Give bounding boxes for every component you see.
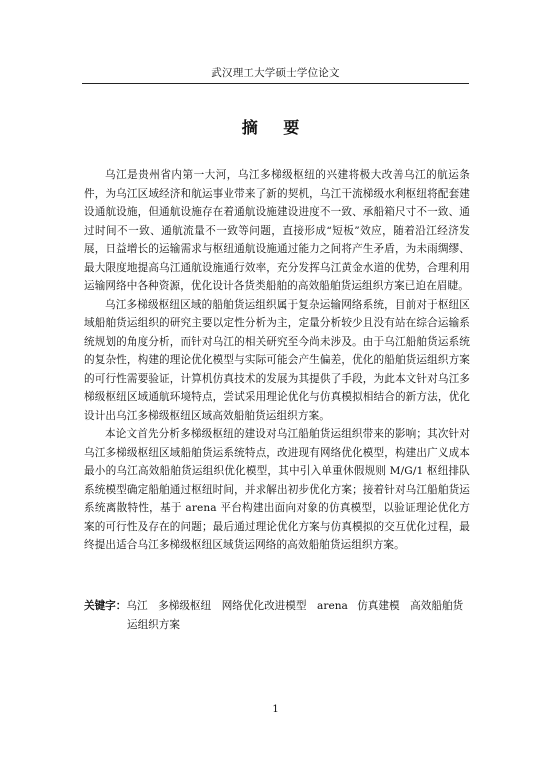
page-number: 1 bbox=[272, 704, 279, 715]
abstract-body bbox=[84, 166, 470, 555]
keywords-text: 乌江 多梯级枢纽 网络优化改进模型 arena 仿真建模 高效船舶货运组织方案 bbox=[126, 600, 464, 631]
abstract-paragraph-1: 乌江是贵州省内第一大河，乌江多梯级枢纽的兴建将极大改善乌江的航运条件，为乌江区域经济和航运事业带来了新的契机，乌江干流梯级水利枢纽将配套建设通航设施，但通航设施存在着通航设施建设进度不一致、承船箱尺寸不一致、通过时间不一致、通航流量不一致等问题，直接形成“短板”效应，随着沿江经济发展，日益增长的运输需求与枢纽通航设施通过能力之间将产生矛盾，为未雨绸缪、最大限度地提高乌江通航设施通行效率，充分发挥乌江黄金水道的优势，合理利用运输网络中各种资源，优化设计各货类船舶的高效船舶货运组织方案已迫在眉睫。 bbox=[84, 169, 470, 292]
header-divider bbox=[82, 83, 469, 84]
running-header: 武汉理工大学硕士学位论文 bbox=[211, 67, 340, 79]
abstract-paragraph-2: 乌江多梯级枢纽区域的船舶货运组织属于复杂运输网络系统，目前对于枢纽区域船舶货运组织的研究主要以定性分析为主，定量分析较少且没有站在综合运输系统规划的角度分析，而针对乌江的相关研究至今尚未涉及。由于乌江船舶货运系统的复杂性，构建的理论优化模型与实际可能会产生偏差，优化的船舶货运组织方案的可行性需要验证，计算机仿真技术的发展为其提供了手段，为此本文针对乌江多梯级枢纽区域通航环境特点，尝试采用理论优化与仿真模拟相结合的新方法，优化设计出乌江多梯级枢纽区域高效船舶货运组织方案。 bbox=[84, 298, 470, 422]
keywords-block bbox=[84, 597, 470, 634]
page-title: 摘 要 bbox=[241, 118, 310, 137]
keywords-label: 关键字： bbox=[84, 600, 127, 612]
abstract-paragraph-3: 本论文首先分析多梯级枢纽的建设对乌江船舶货运组织带来的影响；其次针对乌江多梯级枢纽区域船舶货运系统特点，改进现有网络优化模型，构建出广义成本最小的乌江高效船舶货运组织优化模型，其中引入单重休假规则 M/G/1 枢纽排队系统模型确定船舶通过枢纽时间，并求解出初步优化方案；接着针对乌江船舶货运系统离散特性，基于 arena 平台构建出面向对象的仿真模型，以验证理论优化方案的可行性及存在的问题；最后通过理论优化方案与仿真模拟的交互优化过程，最终提出适合乌江多梯级枢纽区域货运网络的高效船舶货运组织方案。 bbox=[84, 428, 470, 551]
